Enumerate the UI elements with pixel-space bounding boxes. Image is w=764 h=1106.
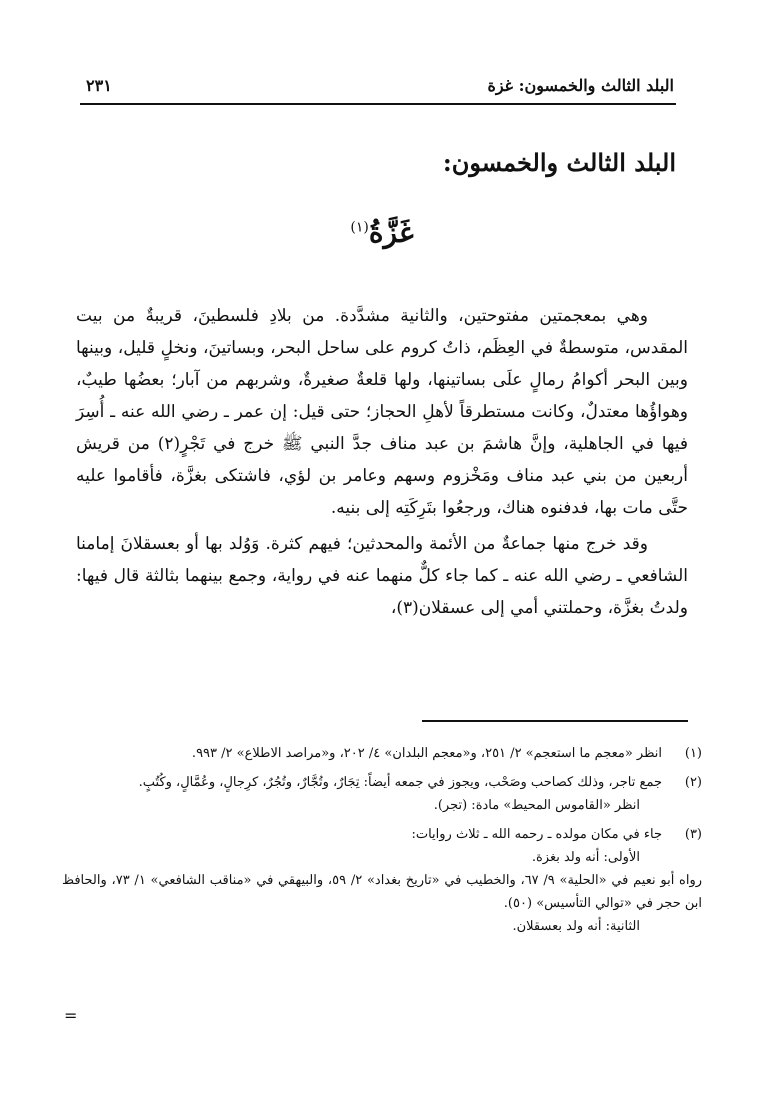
footnote-text: الأولى: أنه ولد بغزة.	[531, 850, 640, 865]
paragraph: وقد خرج منها جماعةٌ من الأئمة والمحدثين؛ فيهم كثرة. وَوُلد بها أو بعسقلانَ إمامنا الشافعي ـ رضي الله عنه ـ كما جاء كلٌّ منهما عنه في رواية، وجمع بينهما بثالثة قال فيها: ولدتُ بغزَّة، وحملتني أمي إلى عسقلان(٣)،	[76, 534, 688, 618]
running-header	[86, 70, 674, 100]
footnote-ref: (١)	[350, 219, 369, 236]
footnote-rule	[422, 720, 688, 722]
chapter-title: البلد الثالث والخمسون:	[442, 148, 676, 177]
footnote-text: رواه أبو نعيم في «الحلية» ٩/ ٦٧، والخطيب في «تاريخ بغداد» ٢/ ٥٩، والبيهقي في «مناقب الشافعي» ١/ ٧٣، والحافظ ابن حجر في «توالي التأسيس» (٥٠).	[62, 873, 703, 911]
footnote-number: (١)	[684, 746, 702, 761]
header-rule	[80, 103, 676, 105]
city-name: غَزَّةُ	[368, 216, 414, 249]
footnotes	[62, 742, 702, 944]
footnote-body	[62, 823, 703, 938]
main-text	[76, 300, 688, 624]
footnote	[62, 823, 702, 938]
footnote-reference: انظر «القاموس المحيط» مادة: (تجر).	[433, 798, 640, 813]
city-title	[0, 216, 764, 249]
footnote-text: جاء في مكان مولده ـ رحمه الله ـ ثلاث روايات:	[411, 827, 662, 842]
footnote-text: جمع تاجر، وذلك كصاحب وصَحْب، ويجوز في جمعه أيضاً: تِجَارٌ، وتُجَّارٌ، وتُجُرٌ، كرِجالٍ، وعُمَّالٍ، وكُتُبٍ.	[138, 775, 662, 790]
paragraph: وهي بمعجمتين مفتوحتين، والثانية مشدَّدة. من بلادِ فلسطينَ، قريبةٌ من بيت المقدس، متوسطةٌ في العِظَم، ذاتُ كروم على ساحل البحر، وبساتينَ، ونخلٍ قليل، وبينها وبين البحر أكوامُ رمالٍ علَى بساتينها، ولها قلعةٌ صغيرةٌ، وشربهم من آبار؛ بعضُها طيبٌ، وهواؤُها معتدلٌ، وكانت مستطرقاً لأهلِ الحجاز؛ حتى قيل: إن عمر ـ رضي الله عنه ـ أُسِرَ فيها في الجاهلية، وإنَّ هاشمَ بن عبد مناف جدَّ النبي ﷺ خرج في تَجْرٍ(٢) من قريش أربعين من بني عبد مناف ومَخْزوم وسهم وعامر بن لؤي، فاشتكى بغزَّة، فأقاموا عليه حتَّى مات بها، فدفنوه هناك، ورجعُوا بتَرِكَتِه إلى بنيه.	[76, 306, 689, 518]
footnote	[62, 771, 702, 817]
footnote-text: انظر «معجم ما استعجم» ٢/ ٢٥١، و«معجم البلدان» ٤/ ٢٠٢، و«مراصد الاطلاع» ٢/ ٩٩٣.	[191, 746, 662, 761]
footnote-text: الثانية: أنه ولد بعسقلان.	[512, 919, 640, 934]
footnote-number: (٢)	[684, 775, 702, 790]
continuation-mark: =	[64, 1006, 78, 1025]
footnote-body	[62, 771, 662, 817]
page-number: ٢٣١	[86, 75, 112, 95]
footnote-number: (٣)	[684, 827, 702, 842]
running-title: البلد الثالث والخمسون: غزة	[487, 75, 674, 95]
footnote	[62, 742, 702, 765]
